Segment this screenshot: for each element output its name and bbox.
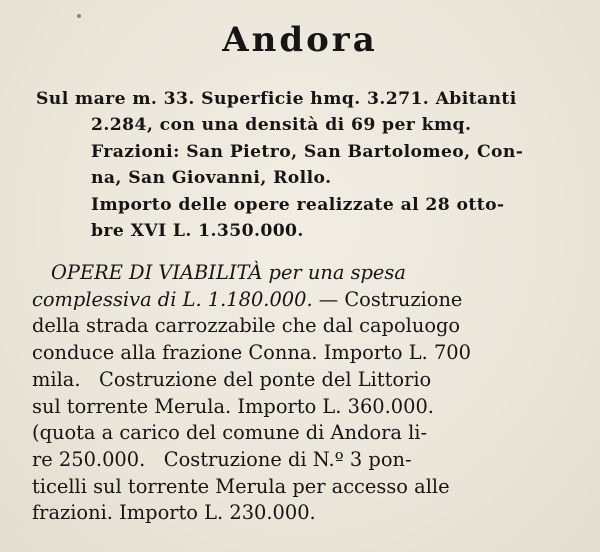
info-line: Importo delle opere realizzate al 28 otto- (91, 194, 505, 215)
body-line: della strada carrozzabile che dal capoluogo (32, 314, 461, 338)
section-heading: OPERE DI VIABILITÀ (51, 261, 263, 284)
info-line: bre XVI L. 1.350.000. (91, 221, 304, 242)
info-block (36, 86, 576, 244)
info-line: Sul mare m. 33. Superficie hmq. 3.271. Abitanti (36, 89, 517, 109)
body-line: re 250.000. Costruzione di N.º 3 pon- (32, 447, 412, 471)
body-text-italic: complessiva di L. 1.180.000. (32, 287, 313, 311)
body-line: mila. Costruzione del ponte del Littorio (32, 367, 432, 391)
body-line: ticelli sul torrente Merula per accesso alle (32, 474, 450, 498)
body-line: frazioni. Importo L. 230.000. (32, 501, 316, 525)
page-title: Andora (222, 20, 378, 60)
info-line: na, San Giovanni, Rollo. (91, 168, 332, 189)
info-line: Frazioni: San Pietro, San Bartolomeo, Con- (91, 141, 524, 162)
body-line (32, 287, 582, 314)
body-line (32, 260, 582, 287)
info-line: 2.284, con una densità di 69 per kmq. (91, 115, 472, 136)
body-text-italic: per una spesa (268, 261, 406, 284)
body-paragraph (32, 260, 582, 527)
body-line: sul torrente Merula. Importo L. 360.000. (32, 394, 434, 418)
body-line: (quota a carico del comune di Andora li- (32, 421, 428, 445)
body-line: conduce alla frazione Conna. Importo L. 700 (32, 341, 471, 365)
body-text: — Costruzione (312, 287, 463, 311)
